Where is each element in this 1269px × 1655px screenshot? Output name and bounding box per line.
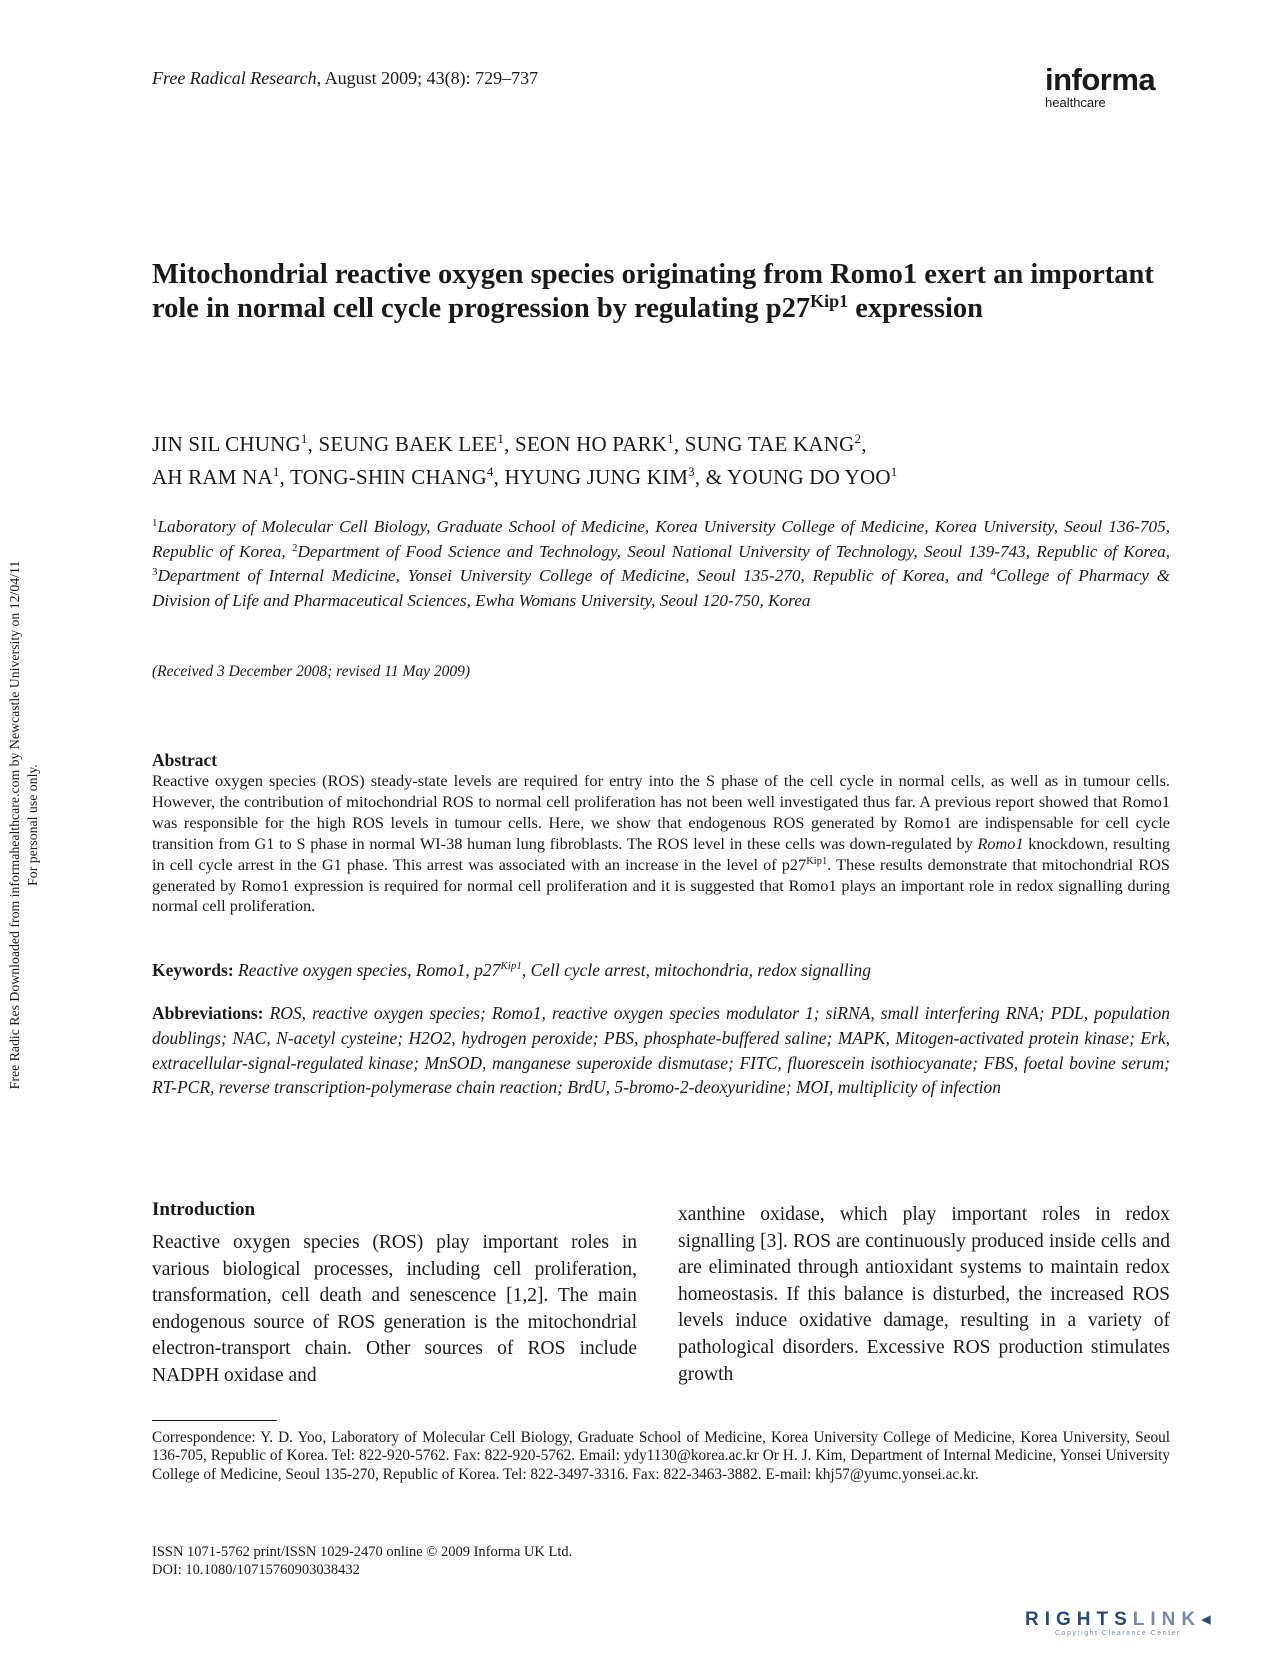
rightslink-subtitle: Copyright Clearance Center: [1055, 1630, 1181, 1637]
keywords-label: Keywords:: [152, 960, 234, 980]
affiliation-text: Department of Internal Medicine, Yonsei University College of Medicine, Seoul 135-270, Republic of Korea, and: [157, 566, 991, 585]
affiliation-number: 1: [152, 517, 158, 529]
publisher-logo: [1045, 64, 1175, 110]
author-separator: ,: [307, 432, 319, 456]
author-name: SUNG TAE KANG: [684, 432, 855, 456]
author-affiliation-marker: 1: [890, 464, 898, 479]
download-watermark: [6, 495, 42, 1155]
abstract-text: [152, 771, 1170, 917]
abstract-part-1: Reactive oxygen species (ROS) steady-state levels are required for entry into the S phase of the cell cycle in normal cells, as well as in tumour cells. However, the contribution of mitochondrial ROS to normal cell proliferation has not been well investigated thus far. A previous report showed that Romo1 was responsible for the high ROS levels in tumour cells. Here, we show that endogenous ROS generated by Romo1 are indispensable for cell cycle transition from G1 to S phase in normal WI-38 human lung fibroblasts. The ROS level in these cells was down-regulated by: [152, 771, 1170, 853]
author-separator: ,: [493, 465, 505, 489]
issn-block: [152, 1543, 572, 1579]
author-name: TONG-SHIN CHANG: [290, 465, 487, 489]
author-separator: ,: [279, 465, 291, 489]
title-end: expression: [848, 293, 984, 324]
publisher-sub: healthcare: [1045, 95, 1106, 110]
abstract-heading: Abstract: [152, 750, 218, 770]
rightslink-arrow-icon: ◂: [1201, 1609, 1217, 1630]
doi-line: DOI: 10.1080/10715760903038432: [152, 1562, 360, 1578]
abbreviations: [152, 1001, 1170, 1100]
author-affiliation-marker: 1: [272, 464, 280, 479]
author-name: HYUNG JUNG KIM: [504, 465, 689, 489]
abstract-superscript: Kip1: [806, 855, 828, 867]
author-affiliation-marker: 2: [854, 431, 862, 446]
author-separator: ,: [673, 432, 685, 456]
author-affiliation-marker: 4: [486, 464, 494, 479]
author-affiliation-marker: 1: [497, 431, 505, 446]
author-separator: ,: [504, 432, 515, 456]
introduction-right-column: xanthine oxidase, which play important roles in redox signalling [3]. ROS are continuously produced inside cells and are eliminated through antioxidant systems to maintain redox homeostasis. If this balance is disturbed, the increased ROS levels induce oxidative damage, resulting in a variety of pathological disorders. Excessive ROS production stimulates growth: [678, 1204, 1170, 1385]
author-name: AH RAM NA: [152, 465, 273, 489]
author-affiliation-marker: 1: [300, 431, 308, 446]
watermark-line-2: For personal use only.: [25, 764, 40, 886]
publisher-brand: informa: [1045, 62, 1156, 97]
keywords-superscript: Kip1: [500, 960, 522, 972]
author-name: SEON HO PARK: [515, 432, 668, 456]
affiliation-text: Laboratory of Molecular Cell Biology, Graduate School of Medicine, Korea University College of Medicine, Korea University, Seoul 136-705, Republic of Korea,: [152, 517, 1170, 561]
author-list: [152, 428, 1172, 494]
received-dates: (Received 3 December 2008; revised 11 May 2009): [152, 663, 471, 680]
author-name: SEUNG BAEK LEE: [318, 432, 498, 456]
rightslink-word-2: LINK: [1132, 1609, 1202, 1630]
keywords-part-2: , Cell cycle arrest, mitochondria, redox signalling: [521, 960, 871, 980]
author-separator: ,: [861, 432, 867, 456]
keywords: [152, 958, 1170, 982]
abstract-gene: Romo1: [977, 833, 1024, 853]
rightslink-wordmark: [1025, 1610, 1217, 1630]
abstract-part-2: knockdown, resulting in cell cycle arrest in the G1 phase. This arrest was associated with an increase in the level of p27: [152, 833, 1170, 874]
author-affiliation-marker: 3: [688, 464, 695, 479]
title-superscript: Kip1: [810, 291, 849, 311]
author-name: YOUNG DO YOO: [726, 465, 891, 489]
author-name: JIN SIL CHUNG: [152, 432, 301, 456]
introduction-left-column: Reactive oxygen species (ROS) play important roles in various biological processes, including cell proliferation, transformation, cell death and senescence [1,2]. The main endogenous source of ROS generation is the mitochondrial electron-transport chain. Other sources of ROS include NADPH oxidase and: [152, 1232, 637, 1386]
journal-citation: [152, 68, 538, 89]
affiliation-text: Department of Food Science and Technology, Seoul National University of Technology, Seoul 139-743, Republic of Korea,: [297, 541, 1171, 561]
journal-name: Free Radical Research: [152, 68, 317, 88]
article-title: [152, 258, 1172, 326]
issn-line: ISSN 1071-5762 print/ISSN 1029-2470 online © 2009 Informa UK Ltd.: [152, 1544, 573, 1560]
abbreviations-text: ROS, reactive oxygen species; Romo1, reactive oxygen species modulator 1; siRNA, small interfering RNA; PDL, population doublings; NAC, N-acetyl cysteine; H2O2, hydrogen peroxide; PBS, phosphate-buffered saline; MAPK, Mitogen-activated protein kinase; Erk, extracellular-signal-regulated kinase; MnSOD, manganese superoxide dismutase; FITC, fluorescein isothiocyanate; FBS, foetal bovine serum; RT-PCR, reverse transcription-polymerase chain reaction; BrdU, 5-bromo-2-deoxyuridine; MOI, multiplicity of infection: [152, 1003, 1170, 1098]
affiliations: [152, 515, 1170, 613]
rightslink-word-1: RIGHTS: [1025, 1609, 1133, 1630]
rightslink-logo[interactable]: [1025, 1610, 1217, 1638]
author-separator: , &: [694, 465, 727, 489]
keywords-part-1: Reactive oxygen species, Romo1, p27: [233, 960, 501, 980]
affiliation-number: 4: [990, 566, 996, 578]
journal-issue: , August 2009; 43(8): 729–737: [316, 68, 539, 88]
footnote-divider: [152, 1420, 277, 1421]
introduction-heading: Introduction: [152, 1199, 256, 1220]
affiliation-number: 3: [152, 566, 158, 578]
abstract-part-3: . These results demonstrate that mitochondrial ROS generated by Romo1 expression is required for normal cell proliferation and it is suggested that Romo1 plays an important role in redox signalling during normal cell proliferation.: [152, 854, 1170, 916]
correspondence-note: Correspondence: Y. D. Yoo, Laboratory of Molecular Cell Biology, Graduate School of Medicine, Korea University College of Medicine, Korea University, Seoul 136-705, Republic of Korea. Tel: 822-920-5762. Fax: 822-920-5762. Email: ydy1130@korea.ac.kr Or H. J. Kim, Department of Internal Medicine, Yonsei University College of Medicine, Seoul 135-270, Republic of Korea. Tel: 822-3497-3316. Fax: 822-3463-3882. E-mail: khj57@yumc.yonsei.ac.kr.: [152, 1429, 1170, 1483]
watermark-line-1: Free Radic Res Downloaded from informahealthcare.com by Newcastle University on 12/04/11: [7, 560, 22, 1090]
title-main: Mitochondrial reactive oxygen species originating from Romo1 exert an important role in normal cell cycle progression by regulating p27: [152, 259, 1154, 324]
author-affiliation-marker: 1: [667, 431, 674, 446]
affiliation-number: 2: [291, 541, 298, 554]
affiliation-text: College of Pharmacy & Division of Life and Pharmaceutical Sciences, Ewha Womans University, Seoul 120-750, Korea: [152, 566, 1170, 610]
abbreviations-label: Abbreviations:: [152, 1003, 264, 1023]
